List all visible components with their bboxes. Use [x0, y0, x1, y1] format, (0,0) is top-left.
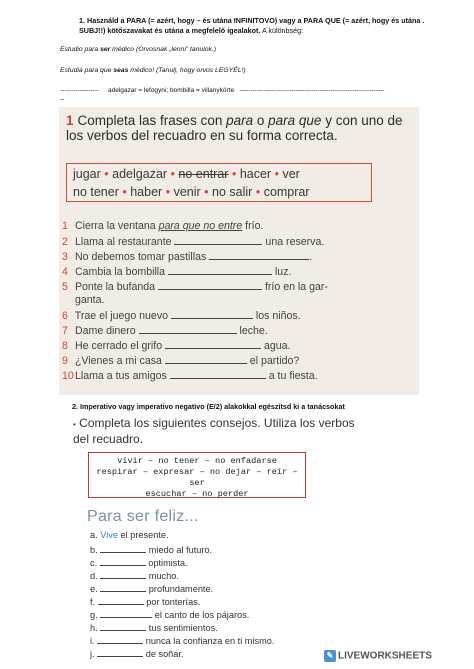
sentence-8: [62, 339, 291, 353]
sentence-number: 6: [62, 310, 68, 322]
sentence-pre: ganta.: [74, 294, 105, 306]
logo-text: LIVEWORKSHEETS: [338, 650, 432, 662]
answer-blank[interactable]: [174, 235, 262, 245]
advice-h: [90, 621, 218, 634]
verb-word: hacer: [239, 167, 272, 181]
sentence-1: [62, 220, 263, 233]
title-part-a: Completa las frases con: [77, 113, 227, 128]
sentence-5: [62, 280, 328, 294]
separator-left: ------------------: [60, 87, 99, 94]
answer-blank[interactable]: [97, 634, 143, 644]
para-ser-feliz-title: Para ser feliz...: [87, 508, 199, 525]
sentence-post: frío.: [242, 220, 264, 232]
sentence-post: el partido?: [246, 355, 300, 367]
advice-text: optimista.: [145, 558, 188, 568]
sentence-pre: He cerrado el grifo: [74, 340, 166, 352]
sentence-5-continued: [62, 294, 104, 307]
advice-text: el presente.: [117, 530, 169, 540]
answer-blank[interactable]: [100, 556, 146, 566]
verb-box-2-line-2: respirar – expresar – no dejar – reír – ser: [96, 467, 298, 488]
verb-word: ver: [282, 167, 300, 181]
separator-right: -------------------------------------------------------------------: [239, 87, 385, 94]
advice-letter: g.: [90, 610, 98, 620]
answer-blank[interactable]: [171, 309, 253, 319]
sentence-post: luz.: [272, 266, 292, 278]
answer-blank[interactable]: [100, 582, 146, 592]
sentence-number: 4: [62, 266, 68, 278]
exercise-1-title: [66, 113, 406, 143]
section-2-heading: 2. Imperativo vagy imperativo negativo (E/2) alakokkal egészítsd ki a tanácsokat: [72, 402, 345, 411]
sentence-pre: Llama a tus amigos: [74, 370, 170, 382]
title-o: o: [253, 113, 269, 128]
advice-letter: b.: [90, 545, 98, 555]
answer-blank[interactable]: [100, 543, 146, 553]
instruction-normal-text: A különbség:: [260, 26, 304, 35]
example-1-pre: Estudio para: [60, 46, 101, 53]
answer-blank[interactable]: [165, 354, 247, 364]
advice-text: tus sentimientos.: [146, 623, 218, 633]
instruction-bold-text: Használd a PARA (= azért, hogy – és utána INFINITOVO) vagy a PARA QUE (= azért, hogy és utána . SUBJ!!) kötőszavakat és utána a megfelelő igealakot.: [79, 16, 425, 35]
sentence-number: 3: [62, 251, 68, 263]
answer-blank[interactable]: [100, 608, 152, 618]
answer-blank[interactable]: [100, 569, 146, 579]
vocab-note: adelgazar = lefogyni; bombilla = villanykörte: [108, 87, 235, 94]
verb-box-line-2: no tener • haber • venir • no salir • comprar: [73, 185, 310, 199]
sentence-4: [62, 265, 291, 279]
advice-text: el canto de los pájaros.: [152, 610, 250, 620]
advice-example-answer: Vive: [100, 530, 118, 540]
sentence-post: leche.: [236, 325, 268, 337]
advice-letter: i.: [90, 636, 95, 646]
answer-blank[interactable]: [97, 647, 143, 657]
exercise-1-number: 1: [66, 113, 74, 128]
advice-c: [90, 556, 188, 569]
advice-letter: e.: [90, 584, 98, 594]
sentence-10: [62, 369, 318, 383]
answer-blank[interactable]: [100, 621, 146, 631]
liveworksheets-logo-icon: ✎: [324, 650, 336, 662]
verb-word: haber: [130, 185, 163, 199]
verb-word-used: no entrar: [178, 167, 229, 181]
instruction-1: [79, 16, 451, 36]
sentence-post: .: [309, 251, 313, 263]
sentence-number: 10: [62, 370, 74, 382]
answer-blank[interactable]: [165, 339, 261, 349]
advice-letter: c.: [90, 558, 98, 568]
exercise-2-intro: • Completa los siguientes consejos. Utiliza los verbos del recuadro.: [73, 416, 355, 446]
verb-box-2-line-1: vivir – no tener – no enfadarse: [117, 456, 277, 466]
sentence-example-answer: para que no entre: [158, 220, 243, 232]
advice-letter: j.: [90, 649, 95, 659]
example-2-post: médico! (Tanulj, hogy orvos LEGYÉL!): [128, 67, 246, 74]
advice-letter: d.: [90, 571, 98, 581]
sentence-pre: Cierra la ventana: [74, 220, 159, 232]
advice-a: [90, 530, 169, 541]
advice-letter: f.: [90, 597, 96, 607]
sentence-post: agua.: [261, 340, 291, 352]
example-1-post: médico (Orvosnak „lenni” tanulok.): [110, 46, 217, 53]
verb-box-1: [66, 163, 372, 202]
verb-box-2: [88, 452, 306, 498]
advice-text: miedo al futuro.: [146, 545, 213, 555]
separator-wrap: --: [60, 96, 65, 103]
example-2-pre: Estudia para que: [60, 67, 114, 74]
answer-blank[interactable]: [209, 250, 309, 260]
example-2: [60, 66, 246, 75]
answer-blank[interactable]: [98, 595, 144, 605]
sentence-2: [62, 235, 324, 249]
answer-blank[interactable]: [158, 280, 262, 290]
liveworksheets-logo: [324, 650, 432, 662]
verb-box-line-1: jugar • adelgazar • no entrar • hacer • ver: [73, 167, 300, 181]
sentence-post: una reserva.: [262, 236, 325, 248]
sentence-pre: ¿Vienes a mi casa: [74, 355, 165, 367]
sentence-pre: Trae el juego nuevo: [74, 310, 171, 322]
advice-text: nunca la confianza en ti mismo.: [143, 636, 275, 646]
sentence-number: 1: [62, 220, 68, 232]
sentence-post: frío en la gar-: [262, 281, 328, 293]
advice-text: por tonterías.: [143, 597, 201, 607]
title-para: para: [226, 113, 254, 128]
verb-word: no tener: [73, 185, 119, 199]
answer-blank[interactable]: [170, 369, 266, 379]
sentence-number: 2: [62, 236, 68, 248]
example-1: [60, 45, 216, 54]
sentence-pre: Llama al restaurante: [74, 236, 175, 248]
answer-blank[interactable]: [139, 324, 237, 334]
sentence-pre: No debemos tomar pastillas: [74, 251, 210, 263]
advice-g: [90, 608, 249, 621]
sentence-7: [62, 324, 268, 338]
advice-text: mucho.: [146, 571, 179, 581]
sentence-post: a tu fiesta.: [265, 370, 318, 382]
sentence-number: 8: [62, 340, 68, 352]
sentence-number: 9: [62, 355, 68, 367]
sentence-pre: Dame dinero: [74, 325, 139, 337]
advice-text: de soñar.: [143, 649, 184, 659]
advice-letter: a.: [90, 530, 98, 540]
sentence-9: [62, 354, 299, 368]
verb-word: adelgazar: [112, 167, 168, 181]
sentence-3: [62, 250, 312, 264]
example-2-verb: seas: [113, 67, 129, 74]
advice-b: [90, 543, 212, 556]
advice-e: [90, 582, 213, 595]
verb-word: no salir: [212, 185, 253, 199]
advice-text: profundamente.: [146, 584, 214, 594]
sentence-post: los niños.: [252, 310, 301, 322]
answer-blank[interactable]: [168, 265, 272, 275]
advice-f: [90, 595, 200, 608]
verb-box-2-line-3: escuchar – no perder: [145, 489, 249, 499]
sentence-6: [62, 309, 301, 323]
verb-word: jugar: [73, 167, 101, 181]
verb-word: comprar: [263, 185, 310, 199]
instruction-number: 1.: [79, 16, 85, 25]
sentence-pre: Ponte la bufanda: [74, 281, 159, 293]
sentence-number: 7: [62, 325, 68, 337]
example-1-verb: ser: [100, 46, 111, 53]
exercise-2-intro-text: Completa los siguientes consejos. Utiliza los verbos del recuadro.: [73, 416, 355, 446]
advice-j: [90, 647, 184, 660]
vocab-line: [60, 86, 385, 95]
title-para-que: para que: [268, 113, 322, 128]
sentence-pre: Cambia la bombilla: [74, 266, 168, 278]
advice-d: [90, 569, 179, 582]
title-part-b: y con uno de los verbos del recuadro en su forma correcta.: [66, 113, 403, 143]
sentence-number: 5: [62, 281, 68, 293]
advice-letter: h.: [90, 623, 98, 633]
advice-i: [90, 634, 274, 647]
verb-word: venir: [173, 185, 201, 199]
